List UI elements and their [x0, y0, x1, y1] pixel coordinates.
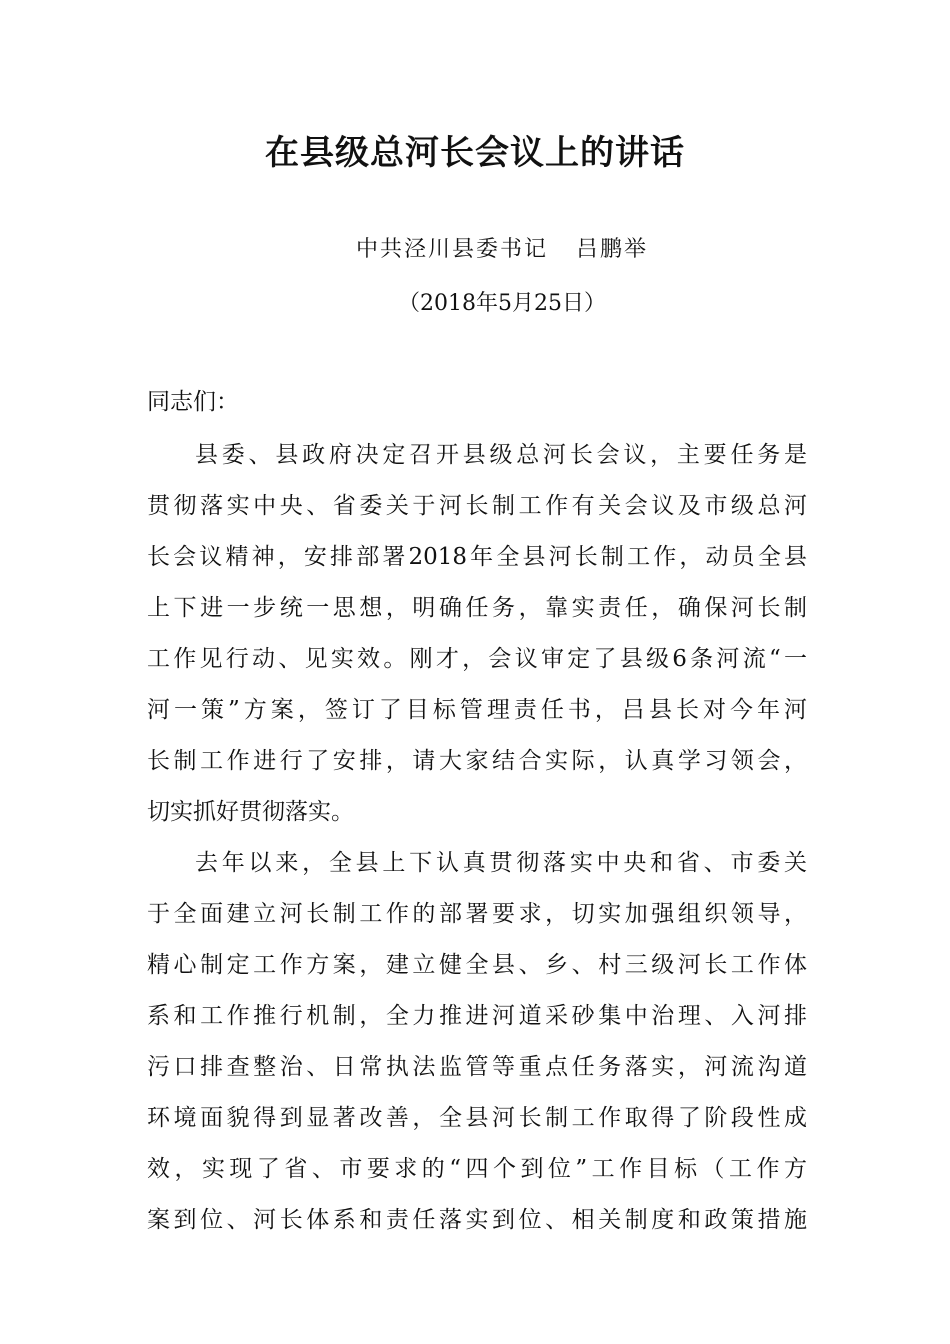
text-line: 工作见行动、见实效。刚才，会议审定了县级6条河流“一: [147, 646, 807, 672]
author-name: 吕鹏举: [576, 237, 649, 262]
text-line: 精心制定工作方案，建立健全县、乡、村三级河长工作体: [147, 952, 807, 978]
text-line: 切实抓好贯彻落实。: [147, 799, 354, 825]
text-line: 长制工作进行了安排，请大家结合实际，认真学习领会，: [147, 748, 807, 774]
salutation: 同志们：: [147, 389, 239, 415]
text-line: 上下进一步统一思想，明确任务，靠实责任，确保河长制: [147, 595, 807, 621]
text-line: 县委、县政府决定召开县级总河长会议，主要任务是: [195, 442, 807, 468]
author-title: 中共泾川县委书记: [355, 237, 548, 262]
page-title: 在县级总河长会议上的讲话: [265, 133, 685, 173]
text-line: 长会议精神，安排部署2018年全县河长制工作，动员全县: [147, 544, 807, 570]
text-line: 贯彻落实中央、省委关于河长制工作有关会议及市级总河: [147, 493, 807, 519]
text-line: 系和工作推行机制，全力推进河道采砂集中治理、入河排: [147, 1003, 807, 1029]
text-line: 去年以来，全县上下认真贯彻落实中央和省、市委关: [195, 850, 807, 876]
text-line: 于全面建立河长制工作的部署要求，切实加强组织领导，: [147, 901, 807, 927]
paragraph-1: [147, 430, 807, 838]
text-line: 环境面貌得到显著改善，全县河长制工作取得了阶段性成: [147, 1105, 807, 1131]
author-line: [0, 230, 950, 270]
text-line: 河一策”方案，签订了目标管理责任书，吕县长对今年河: [147, 697, 807, 723]
body-text: [147, 430, 807, 1246]
speech-date: （2018年5月25日）: [398, 291, 606, 316]
text-line: 效，实现了省、市要求的“四个到位”工作目标（工作方: [147, 1156, 807, 1182]
paragraph-2: [147, 838, 807, 1246]
text-line: 案到位、河长体系和责任落实到位、相关制度和政策措施: [147, 1207, 807, 1233]
text-line: 污口排查整治、日常执法监管等重点任务落实，河流沟道: [147, 1054, 807, 1080]
